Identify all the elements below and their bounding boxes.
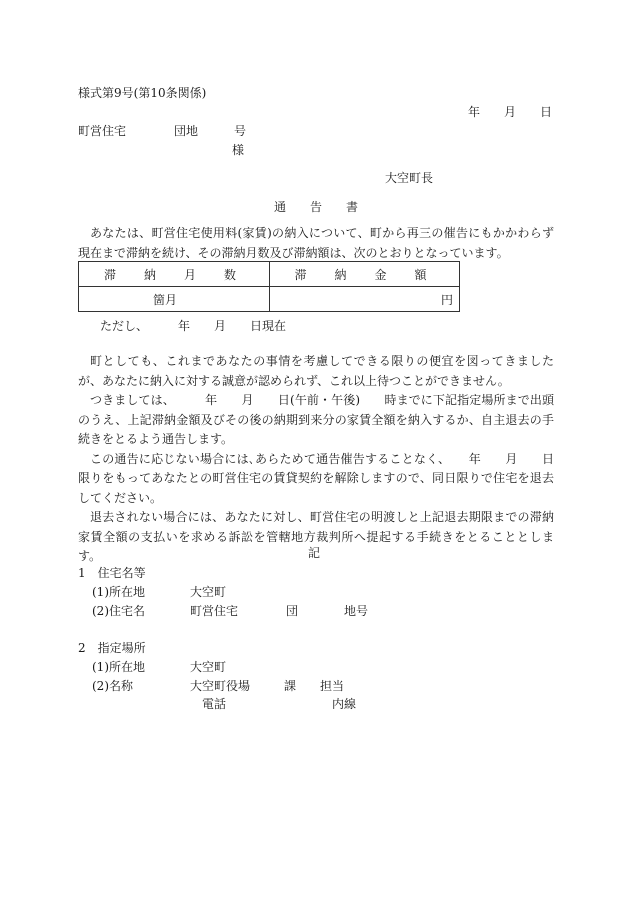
section2-extension: 内線 (332, 697, 357, 711)
paragraph-termination: この通告に応じない場合には､あらためて通告催告することなく、 年 月 日限りをもってあなたとの町営住宅の賃貸契約を解除しますので、同日限りで住宅を退去してください。 (78, 451, 554, 505)
section2-person: 担当 (320, 679, 345, 693)
section2-name-label: (2)名称 (92, 679, 133, 693)
paragraph-appearance: つきましては、 年 月 日(午前・午後) 時までに下記指定場所まで出頭のうえ、上記滞納金額及びその後の納期到来分の家賃全額を納入するか、自主退去の手続きをとるよう通告します。 (78, 393, 554, 446)
months-unit: 箇月 (79, 287, 270, 312)
section2-location-label: (1)所在地 (92, 660, 145, 674)
ki-heading: 記 (308, 546, 321, 560)
section1-heading: 1 住宅名等 (78, 566, 146, 580)
section2-heading: 2 指定場所 (78, 641, 146, 655)
section1-location-label: (1)所在地 (92, 585, 145, 599)
section1-lot: 地号 (344, 604, 369, 618)
months-header: 滞 納 月 数 (79, 262, 270, 287)
table-value-row (79, 287, 460, 312)
date-line: 年 月 日 (468, 105, 553, 119)
section2-location-value: 大空町 (190, 660, 227, 674)
address-line: 町営住宅 団地 号 (78, 124, 247, 138)
section2-name-value: 大空町役場 (190, 679, 251, 693)
document-title: 通 告 書 (274, 200, 359, 214)
section2-section: 課 (284, 679, 297, 693)
section1-location-value: 大空町 (190, 585, 227, 599)
section2-phone: 電話 (202, 697, 227, 711)
section1-name-value: 町営住宅 (190, 604, 239, 618)
amount-unit: 円 (270, 287, 460, 312)
intro-text: あなたは、町営住宅使用料(家賃)の納入について、町から再三の催告にもかかわらず現在まで滞納を続け、その滞納月数及び滞納額は、次のとおりとなっています。 (78, 226, 554, 260)
as-of-date: ただし、 年 月 日現在 (100, 319, 287, 333)
section1-name-label: (2)住宅名 (92, 604, 145, 618)
form-number: 様式第9号(第10条関係) (78, 86, 207, 100)
arrears-table (78, 261, 460, 312)
table-header-row (79, 262, 460, 287)
intro-paragraph (78, 224, 554, 263)
addressee-suffix: 様 (232, 143, 245, 157)
body-paragraphs (78, 352, 554, 567)
sender-name: 大空町長 (385, 171, 434, 185)
paragraph-consideration: 町としても、これまであなたの事情を考慮してできる限りの便宜を図ってきましたが、あなたに納入に対する誠意が認められず、これ以上待つことができません。 (78, 354, 554, 388)
amount-header: 滞 納 金 額 (270, 262, 460, 287)
paragraph-lawsuit: 退去されない場合には、あなたに対し、町営住宅の明渡しと上記退去期限までの滞納家賃全額の支払いを求める訴訟を管轄地方裁判所へ提起する手続きをとることとします。 (78, 510, 554, 563)
section1-dan: 団 (286, 604, 299, 618)
